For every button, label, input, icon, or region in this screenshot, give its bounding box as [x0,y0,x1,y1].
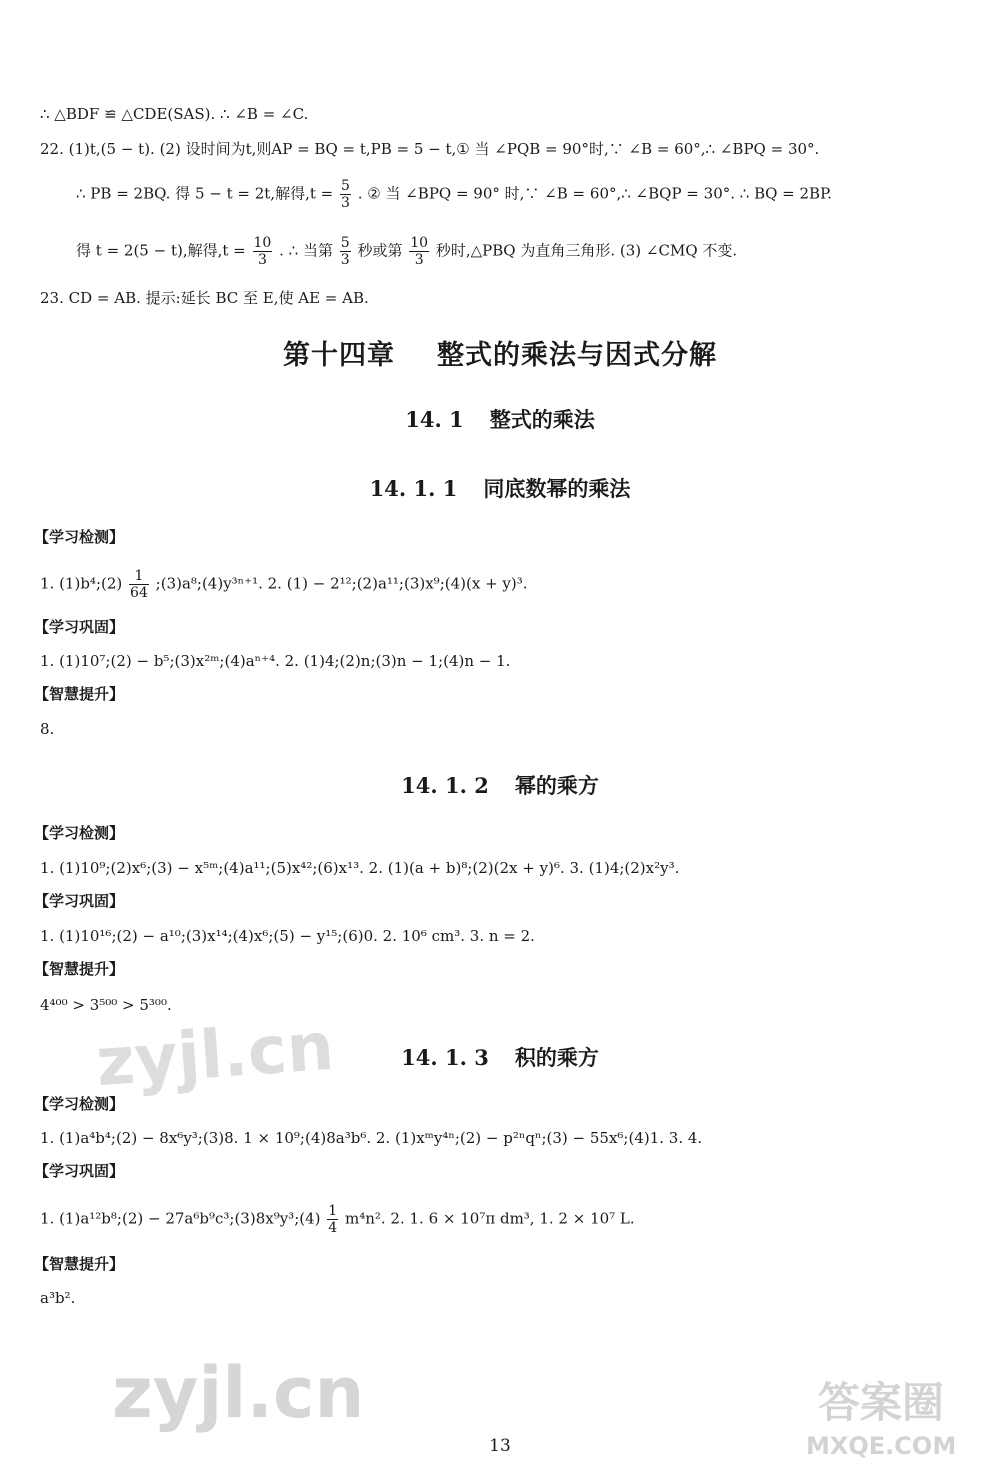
answer-14-1-3-wisdom: a³b². [40,1289,76,1307]
label-study-consolidate: 【学习巩固】 [34,618,125,636]
answer-14-1-1-consolidate: 1. (1)10⁷;(2) − b⁵;(3)x²ᵐ;(4)aⁿ⁺⁴. 2. (1)4;(2)n;(3)n − 1;(4)n − 1. [40,652,511,670]
section-14-1-3-title [0,1042,1000,1072]
label-study-check: 【学习检测】 [34,824,125,842]
watermark-logo-1: zyjl.cn [93,1007,337,1102]
text-line-4a: 得 t = 2(5 − t),解得,t = [76,241,246,260]
text-line-3 [76,178,832,211]
frac-num: 1 [129,568,149,585]
section-14-1-1-title [0,473,1000,503]
page-number: 13 [489,1436,511,1456]
answer-14-1-3-consolidate [40,1203,635,1236]
section-number: 14. 1. 3 [401,1045,489,1070]
section-number: 14. 1. 2 [401,773,489,798]
fraction-5-3 [340,178,351,211]
answer-14-1-2-wisdom: 4⁴⁰⁰ > 3⁵⁰⁰ > 5³⁰⁰. [40,996,172,1014]
text-line-4d: 秒时,△PBQ 为直角三角形. (3) ∠CMQ 不变. [435,241,738,260]
section-name: 积的乘方 [514,1045,599,1070]
text-line-1: ∴ △BDF ≌ △CDE(SAS). ∴ ∠B = ∠C. [40,105,309,123]
frac-num: 10 [410,235,429,251]
frac-den: 3 [414,252,424,268]
frac-num: 5 [341,178,350,194]
chapter-number: 第十四章 [283,340,395,371]
fraction-1-64 [129,568,149,601]
watermark-logo-4: MXQE.COM [806,1432,957,1460]
label-wisdom: 【智慧提升】 [34,960,125,978]
text-line-4c: 秒或第 [357,241,403,260]
section-number: 14. 1. 1 [369,476,458,501]
frac-num: 1 [328,1203,338,1219]
section-number: 14. 1 [405,407,464,432]
chapter-name: 整式的乘法与因式分解 [437,340,717,371]
label-study-check: 【学习检测】 [34,528,125,546]
fraction-5-3-b [340,235,351,268]
answer-14-1-2-check: 1. (1)10⁹;(2)x⁶;(3) − x⁵ᵐ;(4)a¹¹;(5)x⁴²;(6)x¹³. 2. (1)(a + b)⁸;(2)(2x + y)⁶. 3. (1)4;(2)x²y³. [40,859,680,877]
frac-num: 5 [340,235,350,251]
frac-den: 64 [130,585,148,601]
text-line-4b: . ∴ 当第 [279,241,333,260]
section-name: 同底数幂的乘法 [483,476,631,501]
label-wisdom: 【智慧提升】 [34,1255,125,1273]
watermark-logo-2: zyjl.cn [112,1352,365,1434]
section-14-1-title [0,404,1000,434]
section-name: 幂的乘方 [514,773,599,798]
answer-14-1-1-wisdom: 8. [40,720,55,738]
watermark-logo-3: 答案圈 [818,1378,945,1427]
text-line-4 [76,235,737,268]
frac-den: 3 [341,195,350,211]
text-line-5: 23. CD = AB. 提示:延长 BC 至 E,使 AE = AB. [40,289,369,307]
frac-den: 3 [257,252,267,268]
frac-den: 3 [340,252,350,268]
fraction-1-4 [327,1203,338,1236]
answer-14-1-2-consolidate: 1. (1)10¹⁶;(2) − a¹⁰;(3)x¹⁴;(4)x⁶;(5) − y¹⁵;(6)0. 2. 10⁶ cm³. 3. n = 2. [40,927,535,945]
label-wisdom: 【智慧提升】 [34,685,125,703]
frac-num: 10 [253,235,272,251]
fraction-10-3 [253,235,273,268]
section-name: 整式的乘法 [489,407,595,432]
section-14-1-2-title [0,770,1000,800]
label-study-consolidate: 【学习巩固】 [34,892,125,910]
fraction-10-3-b [409,235,429,268]
label-study-consolidate: 【学习巩固】 [34,1162,125,1180]
answer-14-1-3-check: 1. (1)a⁴b⁴;(2) − 8x⁶y³;(3)8. 1 × 10⁹;(4)8a³b⁶. 2. (1)xᵐy⁴ⁿ;(2) − p²ⁿqⁿ;(3) − 55x⁶;(4)1. 3. 4. [40,1129,703,1147]
answer-part: 1. (1)b⁴;(2) [40,574,123,593]
answer-part: ;(3)a⁸;(4)y³ⁿ⁺¹. 2. (1) − 2¹²;(2)a¹¹;(3)x⁹;(4)(x + y)³. [155,574,528,593]
frac-den: 4 [328,1220,338,1236]
text-line-2: 22. (1)t,(5 − t). (2) 设时间为t,则AP = BQ = t,PB = 5 − t,① 当 ∠PQB = 90°时,∵ ∠B = 60°,∴ ∠BPQ = 30°. [40,140,820,158]
text-line-3b: . ② 当 ∠BPQ = 90° 时,∵ ∠B = 60°,∴ ∠BQP = 30°. ∴ BQ = 2BP. [357,184,832,203]
answer-part: 1. (1)a¹²b⁸;(2) − 27a⁶b⁹c³;(3)8x⁹y³;(4) [40,1209,321,1228]
chapter-title [0,333,1000,372]
text-line-3a: ∴ PB = 2BQ. 得 5 − t = 2t,解得,t = [76,184,334,203]
answer-14-1-1-check [40,568,528,601]
label-study-check: 【学习检测】 [34,1095,125,1113]
answer-part: m⁴n². 2. 1. 6 × 10⁷π dm³, 1. 2 × 10⁷ L. [344,1209,635,1228]
